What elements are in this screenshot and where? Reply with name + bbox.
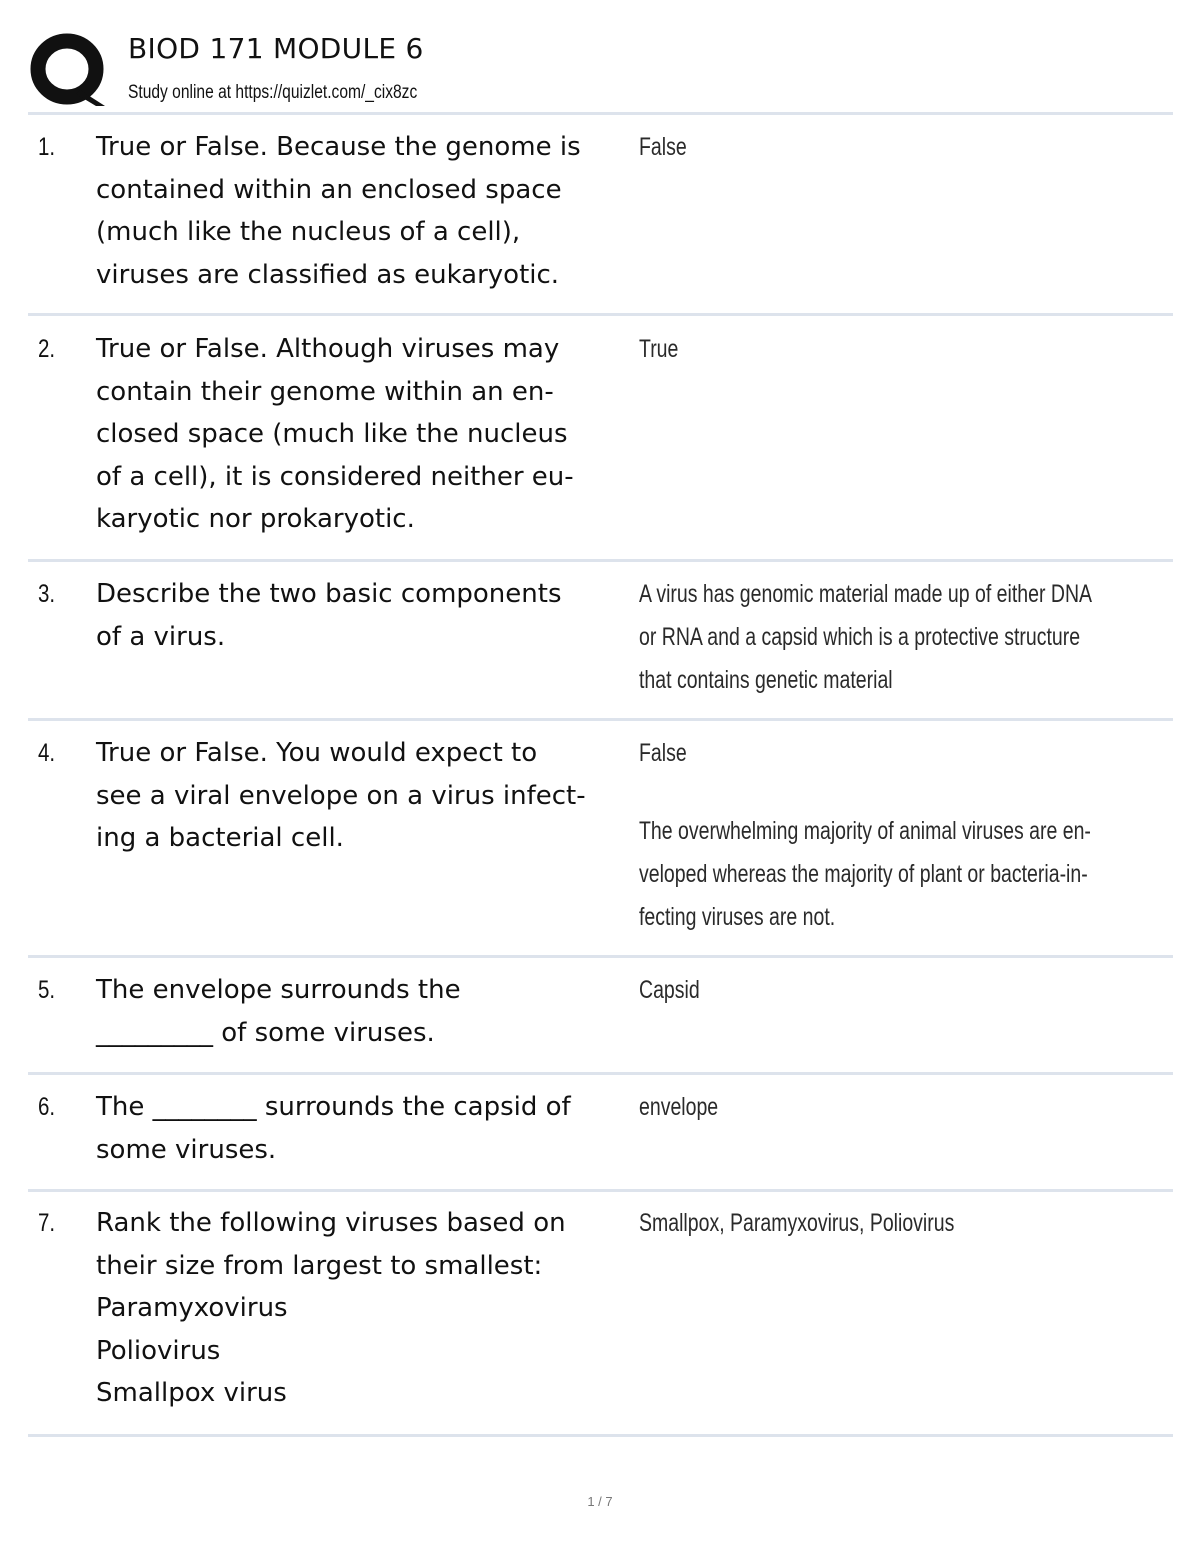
divider [28,313,1173,316]
card-number: 5. [38,976,56,1004]
term-line: some viruses. [96,1134,277,1165]
definition-line: veloped whereas the majority of plant or bacteria-in- [639,860,1088,888]
term-line: closed space (much like the nucleus [96,419,568,449]
definition-line: fecting viruses are not. [639,903,836,931]
term-line: The envelope surrounds the [96,975,461,1005]
term-line: True or False. Because the genome is [96,132,581,162]
divider [28,1189,1173,1192]
card-number: 1. [38,133,56,161]
card-term [96,126,644,296]
term-line: Describe the two basic components [96,579,562,609]
divider [28,112,1173,115]
card-number: 3. [38,580,56,608]
set-title: BIOD 171 MODULE 6 [128,32,424,65]
term-line: their size from largest to smallest: [96,1250,543,1281]
card-definition [639,573,1138,702]
term-line: The ________ surrounds the capsid of [96,1092,571,1122]
card-number: 2. [38,335,56,363]
term-line: Paramyxovirus [96,1293,288,1323]
definition-line: True [639,335,679,363]
term-line: True or False. Although viruses may [96,334,560,364]
term-line: karyotic nor prokaryotic. [96,504,415,534]
term-line: of a cell), it is considered neither eu- [96,461,574,492]
term-line: Rank the following viruses based on [96,1208,566,1238]
card-number: 6. [38,1093,56,1121]
definition-line: Smallpox, Paramyxovirus, Poliovirus [639,1209,955,1237]
term-line: of a virus. [96,621,226,652]
study-online-link[interactable]: Study online at https://quizlet.com/_cix8zc [128,82,418,103]
definition-line: A virus has genomic material made up of either DNA [639,580,1093,608]
divider [28,955,1173,958]
definition-line: The overwhelming majority of animal viruses are en- [639,817,1091,845]
card-definition [639,969,1138,1012]
divider [28,1434,1173,1437]
definition-line: Capsid [639,976,700,1004]
card-term [96,732,644,860]
term-line: Smallpox virus [96,1378,287,1408]
term-line: viruses are classified as eukaryotic. [96,259,560,290]
definition-line: or RNA and a capsid which is a protective structure [639,623,1081,651]
card-definition [639,328,1138,371]
card-definition [639,732,1138,939]
term-line: Poliovirus [96,1335,221,1366]
card-definition [639,1086,1138,1129]
term-line: ing a bacterial cell. [96,823,344,853]
term-line: (much like the nucleus of a cell), [96,217,521,247]
term-line: see a viral envelope on a virus infect- [96,780,586,811]
page-number: 1 / 7 [587,1494,613,1509]
card-term [96,1202,644,1415]
card-number: 7. [38,1209,56,1237]
card-number: 4. [38,739,56,767]
quizlet-logo-icon [30,32,110,108]
definition-line: False [639,133,687,161]
card-definition [639,126,1138,169]
term-line: contained within an enclosed space [96,174,562,205]
card-term [96,328,644,541]
divider [28,559,1173,562]
divider [28,718,1173,721]
term-line: contain their genome within an en- [96,376,554,407]
card-term [96,573,644,658]
card-term [96,969,644,1054]
card-definition [639,1202,1138,1245]
term-line: _________ of some viruses. [96,1017,435,1048]
term-line: True or False. You would expect to [96,738,538,768]
definition-line: False [639,739,687,767]
definition-line: that contains genetic material [639,666,893,694]
page-header [30,30,1172,112]
divider [28,1072,1173,1075]
definition-line: envelope [639,1093,719,1121]
card-term [96,1086,644,1171]
